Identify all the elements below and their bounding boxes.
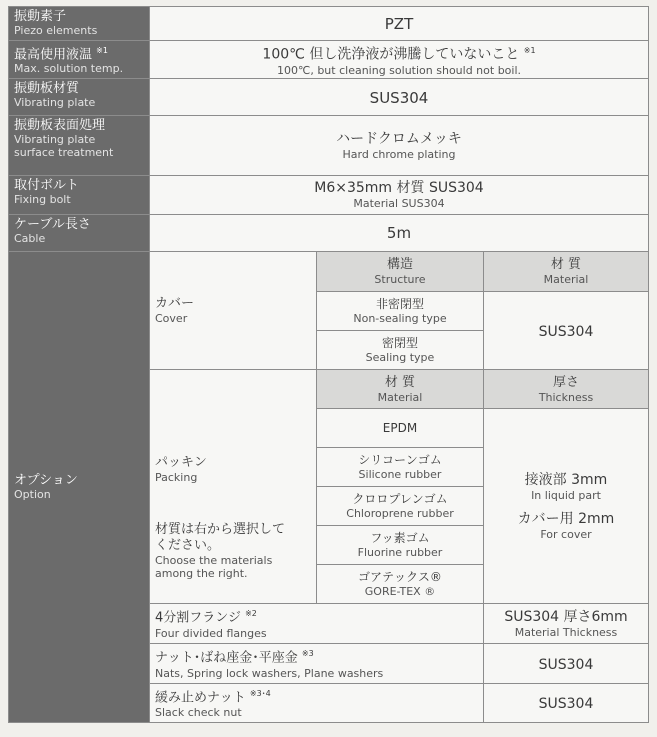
value-en: Hard chrome plating <box>342 147 456 161</box>
packing-col-thickness <box>484 370 649 409</box>
label-ja: ナット･ばね座金･平座金 <box>155 650 298 666</box>
col-header-ja: 厚さ <box>552 374 579 390</box>
material-ja: EPDM <box>382 420 418 435</box>
spec-table <box>8 6 649 723</box>
label-ja: 振動板表面処理 <box>14 118 106 134</box>
value: PZT <box>384 14 414 33</box>
cover-material <box>484 292 649 370</box>
packing-label-en: Packing <box>155 471 198 485</box>
material-ja: シリコーンゴム <box>358 453 442 468</box>
value-ja: SUS304 厚さ6mm <box>504 609 628 626</box>
packing-thickness <box>484 409 649 604</box>
value-bolt <box>150 175 649 214</box>
label-ja: オプション <box>14 473 78 489</box>
value-note: ※1 <box>523 46 536 56</box>
row-bolt <box>9 175 649 214</box>
col-header-en: Material <box>377 390 423 404</box>
packing-material-goretex <box>317 565 484 604</box>
value: SUS304 <box>538 656 594 673</box>
label-en: Nats, Spring lock washers, Plane washers <box>155 666 384 680</box>
nut-label <box>150 644 484 683</box>
material-ja: クロロプレンゴム <box>352 492 448 507</box>
type-en: Sealing type <box>365 351 435 365</box>
row-surface <box>9 116 649 175</box>
cover-type-sealing <box>317 331 484 370</box>
label-ja: 緩み止めナット <box>155 689 246 705</box>
value-en: Material SUS304 <box>353 197 445 211</box>
thickness-en-2: For cover <box>540 528 592 542</box>
packing-material-fluorine <box>317 526 484 565</box>
label-ja: 4分割フランジ <box>155 610 241 626</box>
material-en: GORE-TEX ® <box>364 585 436 599</box>
thickness-ja-2: カバー用 2mm <box>517 511 615 528</box>
packing-note-ja-1: 材質は右から選択して <box>155 522 286 538</box>
packing-note-en-1: Choose the materials <box>155 554 273 568</box>
packing-col-material <box>317 370 484 409</box>
label-option <box>9 252 150 723</box>
note: ※2 <box>245 609 257 619</box>
flange-value <box>484 604 649 644</box>
slack-label <box>150 683 484 722</box>
label-en: Fixing bolt <box>14 192 71 206</box>
label-ja: 取付ボルト <box>14 177 80 193</box>
packing-label-ja: パッキン <box>155 455 207 471</box>
row-plate <box>9 79 649 116</box>
value-piezo <box>150 7 649 41</box>
material-en: Chloroprene rubber <box>346 507 454 521</box>
thickness-en-1: In liquid part <box>531 489 601 503</box>
material-value: SUS304 <box>538 324 594 341</box>
slack-value <box>484 683 649 722</box>
label-surface <box>9 116 150 175</box>
value-en: 100℃, but cleaning solution should not boil. <box>276 63 522 77</box>
label-ja: 振動板材質 <box>14 81 80 97</box>
cover-type-nonsealing <box>317 292 484 331</box>
label-ja: 最高使用液温 <box>14 47 93 63</box>
label-en: Four divided flanges <box>155 626 267 640</box>
col-header-en: Structure <box>374 273 426 287</box>
note: ※3･4 <box>249 688 271 698</box>
label-max-temp <box>9 40 150 78</box>
thickness-ja-1: 接液部 3mm <box>524 472 608 489</box>
type-ja: 密閉型 <box>381 336 418 351</box>
label-en: Vibrating plate <box>14 96 96 110</box>
row-piezo <box>9 7 649 41</box>
value-max-temp <box>150 40 649 78</box>
value: SUS304 <box>538 696 594 713</box>
value-ja: ハードクロムメッキ <box>336 130 462 147</box>
col-header-ja: 構造 <box>386 257 413 273</box>
packing-note-ja-2: ください。 <box>155 538 221 554</box>
nut-value <box>484 644 649 683</box>
col-header-ja: 材 質 <box>550 257 582 273</box>
packing-label <box>150 370 317 604</box>
label-en: Piezo elements <box>14 24 98 37</box>
note: ※1 <box>96 45 108 55</box>
material-en: Fluorine rubber <box>357 546 443 560</box>
cover-label <box>150 252 317 370</box>
material-en: Silicone rubber <box>358 468 442 482</box>
row-max-temp <box>9 40 649 78</box>
row-cable <box>9 214 649 252</box>
value-ja: 100℃ 但し洗浄液が沸騰していないこと <box>262 46 520 63</box>
col-header-en: Material <box>543 273 589 287</box>
value-plate <box>150 79 649 116</box>
value: SUS304 <box>369 88 429 107</box>
label-en: Max. solution temp. <box>14 62 124 76</box>
material-ja: フッ素ゴム <box>370 531 430 546</box>
label-en: Slack check nut <box>155 705 242 719</box>
label-en-2: surface treatment <box>14 146 114 160</box>
value-ja: M6×35mm 材質 SUS304 <box>314 180 484 197</box>
col-header-ja: 材 質 <box>384 374 416 390</box>
label-en-1: Vibrating plate <box>14 133 96 147</box>
label-ja: ケーブル長さ <box>14 216 91 232</box>
packing-material-chloroprene <box>317 487 484 526</box>
label-ja: 振動素子 <box>14 9 67 24</box>
value-en: Material Thickness <box>514 626 618 640</box>
value-surface <box>150 116 649 175</box>
cover-label-en: Cover <box>155 312 188 326</box>
value: 5m <box>386 224 412 243</box>
row-cover-header <box>9 252 649 292</box>
type-en: Non-sealing type <box>353 312 447 326</box>
note: ※3 <box>301 649 314 659</box>
value-cable <box>150 214 649 252</box>
cover-label-ja: カバー <box>155 296 195 312</box>
packing-note-en-2: among the right. <box>155 567 248 581</box>
label-piezo <box>9 7 150 41</box>
packing-material-epdm <box>317 409 484 448</box>
flange-label <box>150 604 484 644</box>
label-plate <box>9 79 150 116</box>
cover-col-structure <box>317 252 484 292</box>
label-bolt <box>9 175 150 214</box>
label-en: Cable <box>14 231 46 245</box>
packing-material-silicone <box>317 448 484 487</box>
type-ja: 非密閉型 <box>375 297 424 312</box>
label-cable <box>9 214 150 252</box>
material-ja: ゴアテックス® <box>358 570 442 585</box>
col-header-en: Thickness <box>538 390 594 404</box>
label-en: Option <box>14 488 51 502</box>
cover-col-material <box>484 252 649 292</box>
